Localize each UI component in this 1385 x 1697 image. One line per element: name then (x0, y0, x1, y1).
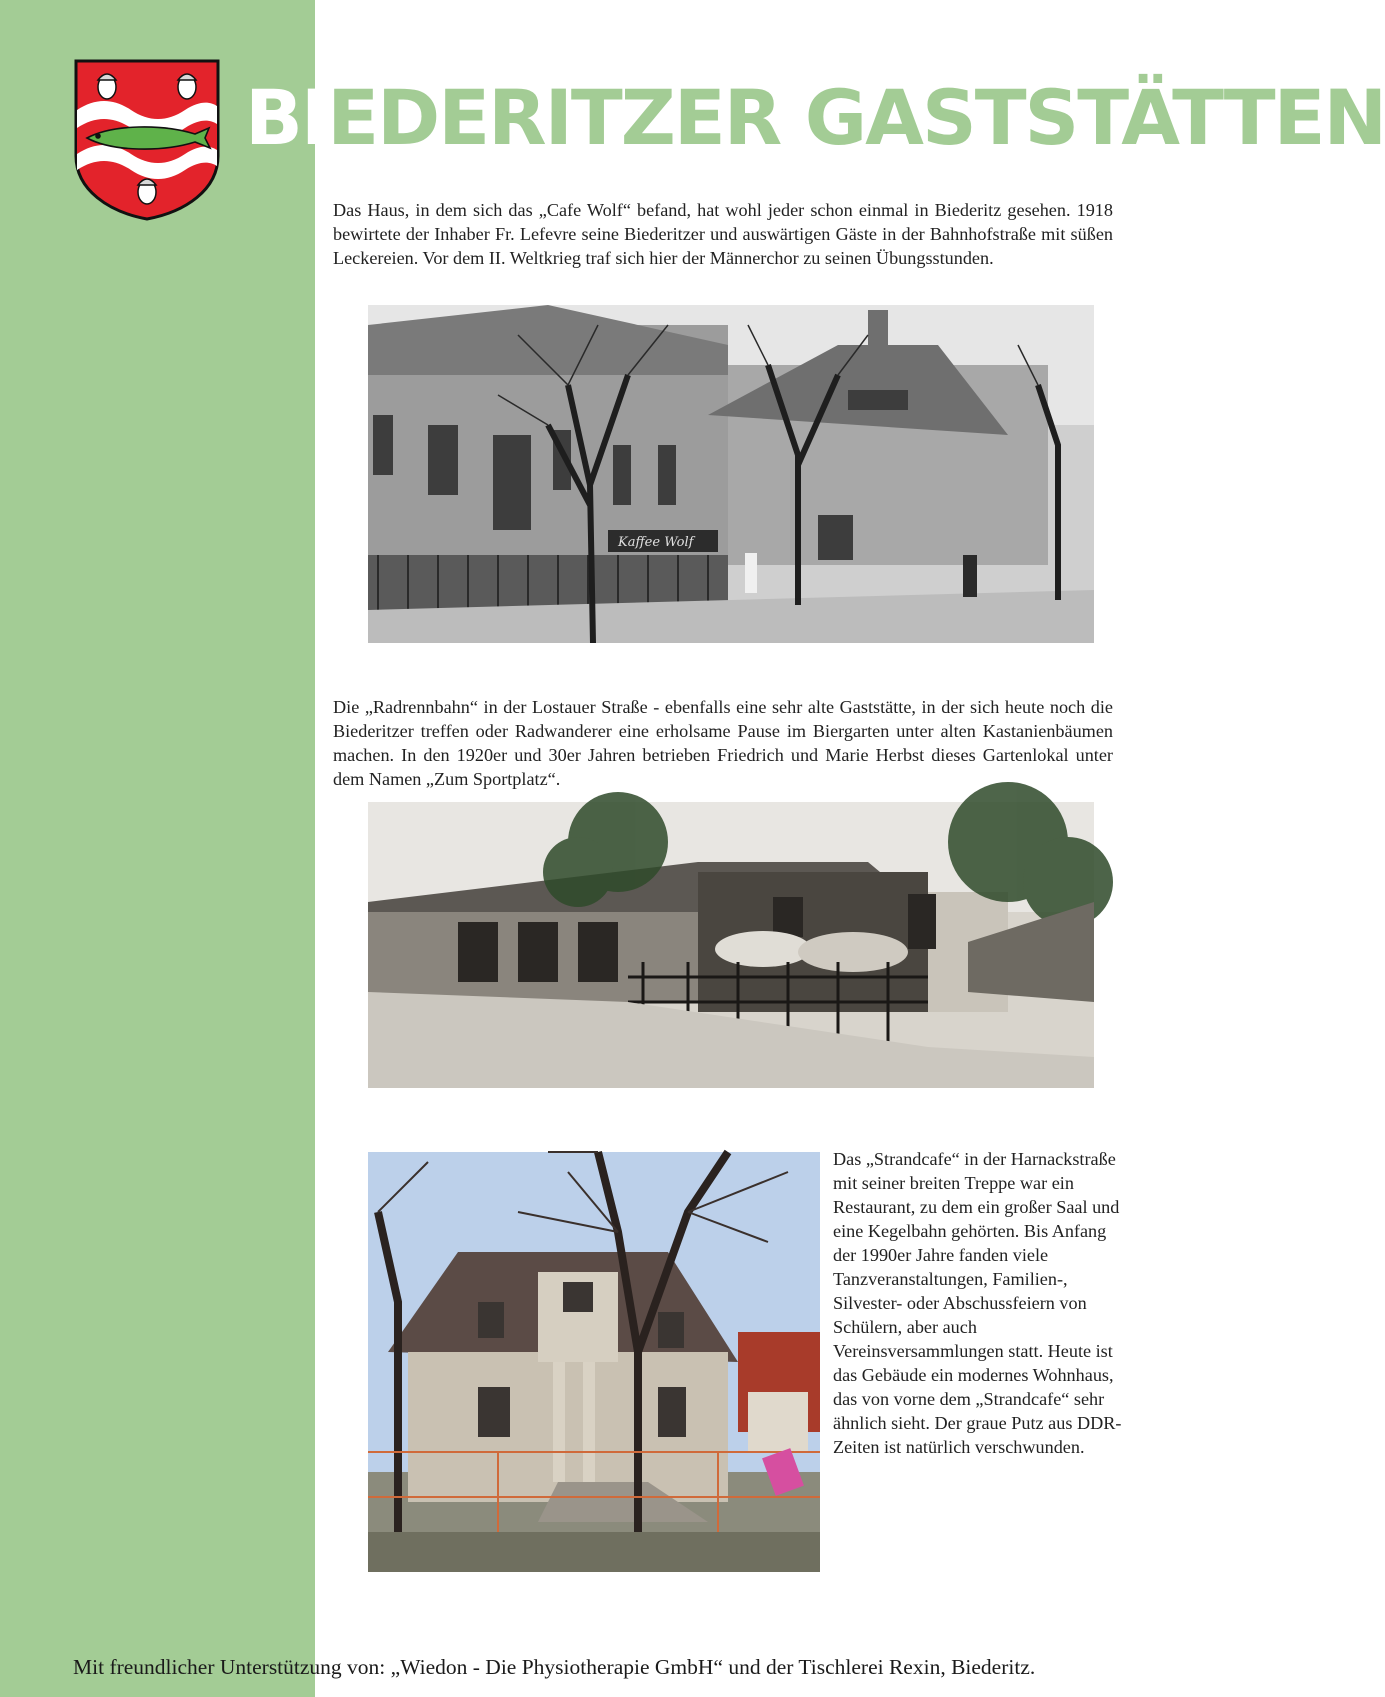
coat-of-arms-icon (73, 58, 221, 222)
title-green-part: EDERITZER GASTSTÄTTEN (327, 73, 1385, 162)
radrennbahn-photo (368, 802, 1094, 1088)
title-white-part: BI (245, 73, 328, 162)
strandcafe-paragraph: Das „Strandcafe“ in der Harnackstraße mit seiner breiten Treppe war ein Restaurant, zu dem ein großer Saal und eine Kegelbahn gehörten. Bis Anfang der 1990er Jahre fanden viele Tanzveranstaltungen, Familien-, Silvester- oder Abschussfeiern von Schülern, aber auch Vereinsversammlungen statt. Heute ist das Gebäude ein modernes Wohnhaus, das von vorne dem „Strandcafe“ sehr ähnlich sieht. Der graue Putz aus DDR-Zeiten ist natürlich verschwunden. (833, 1149, 1122, 1457)
cafe-wolf-photo (368, 305, 1094, 643)
cafe-wolf-paragraph: Das Haus, in dem sich das „Cafe Wolf“ befand, hat wohl jeder schon einmal in Biederitz gesehen. 1918 bewirtete der Inhaber Fr. Lefevre seine Biederitzer und auswärtigen Gäste in der Bahnhofstraße mit süßen Leckereien. Vor dem II. Weltkrieg traf sich hier der Männerchor zu seinen Übungsstunden. (333, 200, 1113, 268)
strandcafe-photo (368, 1152, 820, 1572)
green-sidebar (0, 0, 315, 1697)
footer-credits: Mit freundlicher Unterstützung von: „Wiedon - Die Physiotherapie GmbH“ und der Tischlerei Rexin, Biederitz. (73, 1655, 1036, 1679)
page-title (245, 68, 1385, 168)
radrennbahn-paragraph: Die „Radrennbahn“ in der Lostauer Straße - ebenfalls eine sehr alte Gaststätte, in der sich heute noch die Biederitzer treffen oder Radwanderer eine erholsame Pause im Biergarten unter alten Kastanienbäumen machen. In den 1920er und 30er Jahren betrieben Friedrich und Marie Herbst dieses Gartenlokal unter dem Namen „Zum Sportplatz“. (333, 697, 1113, 789)
cafe-sign-text: Kaffee Wolf (618, 535, 694, 550)
